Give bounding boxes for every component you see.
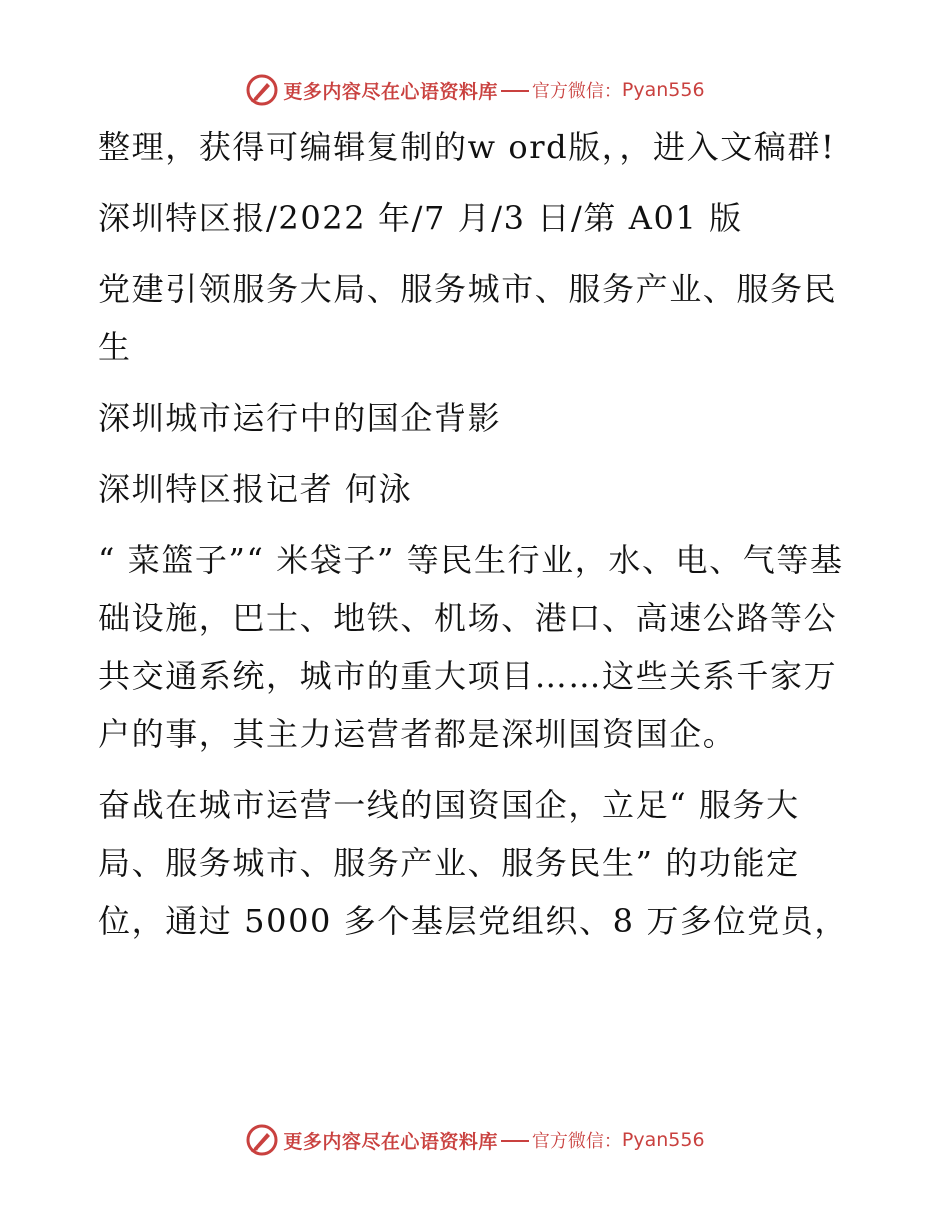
banner-brand-text: 更多内容尽在心语资料库	[283, 1130, 498, 1153]
banner-dash	[501, 1140, 529, 1142]
banner-wechat-label: 官方微信：	[531, 1131, 622, 1152]
paragraph-body-2: 奋战在城市运营一线的国资国企，立足“ 服务大局、服务城市、服务产业、服务民生” 的功能定位，通过 5000 多个基层党组织、8 万多位党员，	[98, 786, 848, 940]
banner-wechat-label: 官方微信：	[531, 81, 622, 102]
banner-wechat-id: Pyan556	[621, 1129, 705, 1151]
paragraph-intro: 整理，获得可编辑复制的w ord版，，进入文稿群!	[98, 128, 836, 166]
banner-wechat-id: Pyan556	[621, 79, 705, 101]
header-watermark-banner	[0, 70, 950, 110]
paragraph-byline: 深圳特区报记者 何泳	[98, 470, 413, 508]
document-body	[98, 118, 858, 963]
pen-logo-icon	[245, 1123, 279, 1157]
banner-brand-text: 更多内容尽在心语资料库	[283, 80, 498, 103]
paragraph-source-line: 深圳特区报/2022 年/7 月/3 日/第 A01 版	[98, 199, 743, 237]
pen-logo-icon	[245, 73, 279, 107]
paragraph-body-1: “ 菜篮子”“ 米袋子” 等民生行业，水、电、气等基础设施，巴士、地铁、机场、港口、高速公路等公共交通系统，城市的重大项目……这些关系千家万户的事，其主力运营者都是深圳国资国企。	[98, 541, 844, 753]
paragraph-subheadline: 深圳城市运行中的国企背影	[98, 399, 502, 437]
paragraph-headline: 党建引领服务大局、服务城市、服务产业、服务民生	[98, 270, 838, 366]
banner-dash	[501, 90, 529, 92]
footer-watermark-banner	[0, 1120, 950, 1160]
